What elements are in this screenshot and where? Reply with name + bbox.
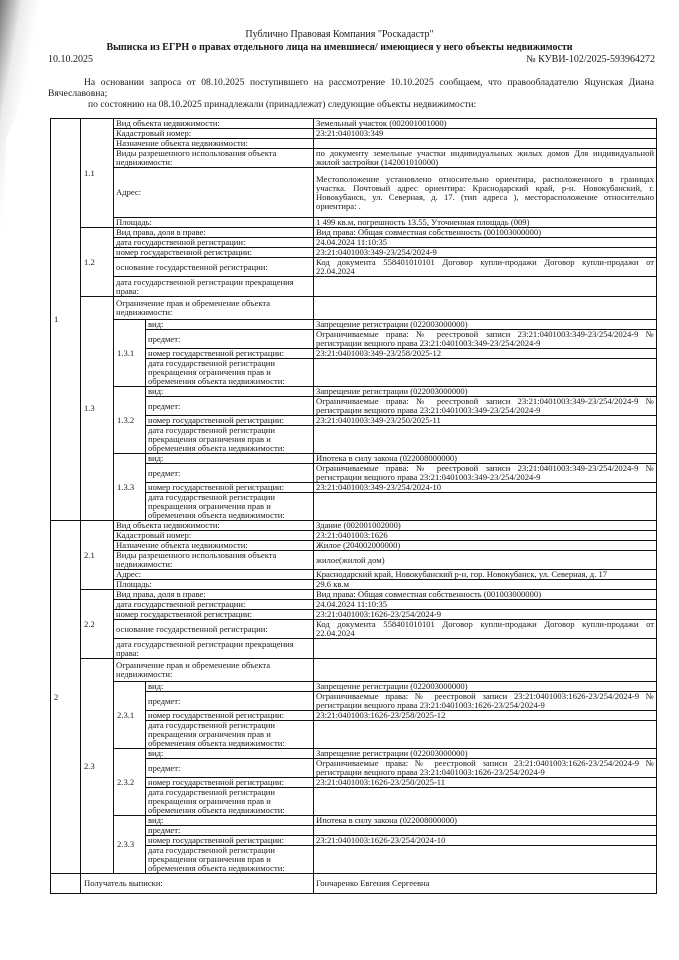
field-label: дата государственной регистрации:	[114, 600, 314, 610]
restriction-number: 2.3.1	[114, 682, 146, 749]
field-label: вид:	[146, 682, 314, 692]
field-label: дата государственной регистрации прекращения ограничения прав и обременения объекта недвижимости:	[146, 426, 314, 454]
section-number: 2.3	[81, 659, 114, 874]
field-label: Ограничение прав и обременение объекта недвижимости:	[114, 297, 314, 320]
field-label: дата государственной регистрации прекращения ограничения прав и обременения объекта недвижимости:	[146, 788, 314, 816]
intro-paragraph: На основании запроса от 08.10.2025 поступившего на рассмотрение 10.10.2025 сообщаем, что правообладателю Яцунская Диана Вячеславовна;	[48, 77, 654, 99]
field-value	[314, 359, 657, 387]
field-value	[314, 426, 657, 454]
field-value: 23:21:0401003:1626-23/254/2024-10	[314, 836, 657, 846]
section-number: 2.2	[81, 590, 114, 659]
field-value: Запрещение регистрации (022003000000)	[314, 749, 657, 759]
field-value	[314, 659, 657, 682]
field-label: Вид права, доля в праве:	[114, 228, 314, 238]
field-value: 23:21:0401003:1626	[314, 531, 657, 541]
table-row	[51, 238, 657, 248]
section-number: 1.1	[81, 119, 114, 228]
field-value	[314, 788, 657, 816]
empty-cell	[51, 874, 81, 894]
field-value: по документу земельные участки индивидуальных жилых домов Для индивидуальной жилой застройки (142001010000)	[314, 149, 657, 168]
table-row	[51, 228, 657, 238]
table-row	[51, 521, 657, 531]
field-value: Ограничиваемые права: № реестровой записи 23:21:0401003:349-23/254/2024-9 № регистрации вещного права 23:21:0401003:349-23/254/2024-9	[314, 330, 657, 349]
field-label: основание государственной регистрации:	[114, 258, 314, 277]
field-value: Код документа 558401010101 Договор купли-продажи Договор купли-продажи от 22.04.2024	[314, 258, 657, 277]
field-value: Запрещение регистрации (022003000000)	[314, 320, 657, 330]
field-label: Площадь:	[114, 580, 314, 590]
field-label: Назначение объекта недвижимости:	[114, 139, 314, 149]
object-number: 2	[51, 521, 81, 874]
field-value: 23:21:0401003:1626-23/258/2025-12	[314, 711, 657, 721]
table-row	[51, 659, 657, 682]
field-value: Местоположение установлено относительно ориентира, расположенного в границах участка. Почтовый адрес ориентира: Краснодарский край, р-н. Новокубанский, г. Новокубанск, ул. Северная, д. 17. (тип адреса ), месторасположение относительно ориентира: .	[314, 168, 657, 218]
field-value: 23:21:0401003:1626-23/250/2025-11	[314, 778, 657, 788]
field-label: предмет:	[146, 464, 314, 483]
field-label: дата государственной регистрации прекращения ограничения прав и обременения объекта недвижимости:	[146, 846, 314, 874]
field-label: дата государственной регистрации прекращения права:	[114, 639, 314, 659]
field-value: Ограничиваемые права: № реестровой записи 23:21:0401003:349-23/254/2024-9 № регистрации вещного права 23:21:0401003:349-23/254/2024-9	[314, 397, 657, 416]
field-value: Запрещение регистрации (022003000000)	[314, 387, 657, 397]
field-value: Ограничиваемые права: № реестровой записи 23:21:0401003:1626-23/254/2024-9 № регистрации вещного права 23:21:0401003:1626-23/254/2024-9	[314, 759, 657, 778]
table-row	[51, 639, 657, 659]
field-value: Ипотека в силу закона (022008000000)	[314, 816, 657, 826]
field-value: Ограничиваемые права: № реестровой записи 23:21:0401003:349-23/254/2024-9 № регистрации вещного права 23:21:0401003:349-23/254/2024-9	[314, 464, 657, 483]
field-value: 23:21:0401003:349-23/254/2024-9	[314, 248, 657, 258]
restriction-number: 2.3.3	[114, 816, 146, 874]
table-row	[51, 320, 657, 330]
document-number: № КУВИ-102/2025-593964272	[526, 54, 655, 65]
table-row	[51, 297, 657, 320]
field-value: жилое(жилой дом)	[314, 551, 657, 570]
table-row	[51, 149, 657, 168]
table-row	[51, 551, 657, 570]
field-label: Площадь:	[114, 218, 314, 228]
field-label: вид:	[146, 454, 314, 464]
restriction-number: 1.3.1	[114, 320, 146, 387]
field-value: 23:21:0401003:349-23/254/2024-10	[314, 483, 657, 493]
table-row	[51, 600, 657, 610]
field-label: вид:	[146, 816, 314, 826]
table-row	[51, 682, 657, 692]
table-row	[51, 248, 657, 258]
restriction-number: 1.3.3	[114, 454, 146, 521]
field-label: предмет:	[146, 330, 314, 349]
table-row	[51, 387, 657, 397]
field-label: вид:	[146, 387, 314, 397]
field-value: Земельный участок (002001001000)	[314, 119, 657, 129]
company-name: Публично Правовая Компания "Роскадастр"	[245, 29, 434, 40]
field-label: предмет:	[146, 826, 314, 836]
table-row	[51, 277, 657, 297]
table-row	[51, 580, 657, 590]
field-label: Кадастровый номер:	[114, 129, 314, 139]
field-value: Краснодарский край, Новокубанский р-н, гор. Новокубанск, ул. Северная, д. 17	[314, 570, 657, 580]
field-value	[314, 826, 657, 836]
section-number: 1.3	[81, 297, 114, 521]
table-row	[51, 570, 657, 580]
field-value: 24.04.2024 11:10:35	[314, 600, 657, 610]
field-label: предмет:	[146, 692, 314, 711]
section-number: 2.1	[81, 521, 114, 590]
table-row	[51, 816, 657, 826]
field-value: 29.6 кв.м	[314, 580, 657, 590]
field-value	[314, 493, 657, 521]
table-row	[51, 749, 657, 759]
field-value	[314, 639, 657, 659]
field-value: Вид права: Общая совместная собственность (001003000000)	[314, 590, 657, 600]
table-row	[51, 119, 657, 129]
field-value: 23:21:0401003:1626-23/254/2024-9	[314, 610, 657, 620]
restriction-number: 1.3.2	[114, 387, 146, 454]
field-label: предмет:	[146, 397, 314, 416]
restriction-number: 2.3.2	[114, 749, 146, 816]
field-value: Здание (002001002000)	[314, 521, 657, 531]
table-row	[51, 258, 657, 277]
field-label: номер государственной регистрации:	[146, 349, 314, 359]
recipient-label: Получатель выписки:	[81, 874, 314, 894]
field-value	[314, 277, 657, 297]
field-label: номер государственной регистрации:	[146, 483, 314, 493]
field-label: Виды разрешенного использования объекта недвижимости:	[114, 149, 314, 168]
field-label: вид:	[146, 320, 314, 330]
field-label: дата государственной регистрации прекращения права:	[114, 277, 314, 297]
field-value: 1 499 кв.м, погрешность 13.55, Уточненная площадь (009)	[314, 218, 657, 228]
table-row	[51, 129, 657, 139]
field-label: номер государственной регистрации:	[114, 610, 314, 620]
table-row	[51, 610, 657, 620]
field-label: номер государственной регистрации:	[146, 778, 314, 788]
field-value: 24.04.2024 11:10:35	[314, 238, 657, 248]
field-label: основание государственной регистрации:	[114, 620, 314, 639]
table-row	[51, 218, 657, 228]
recipient-row	[51, 874, 657, 894]
field-label: Вид права, доля в праве:	[114, 590, 314, 600]
field-label: номер государственной регистрации:	[114, 248, 314, 258]
field-value	[314, 297, 657, 320]
section-number: 1.2	[81, 228, 114, 297]
field-value: Вид права: Общая совместная собственность (001003000000)	[314, 228, 657, 238]
intro-paragraph-2: по состоянию на 08.10.2025 принадлежали (принадлежат) следующие объекты недвижимости:	[88, 99, 477, 110]
field-label: Назначение объекта недвижимости:	[114, 541, 314, 551]
field-label: Вид объекта недвижимости:	[114, 521, 314, 531]
field-label: Ограничение прав и обременение объекта недвижимости:	[114, 659, 314, 682]
field-label: номер государственной регистрации:	[146, 711, 314, 721]
property-table	[50, 118, 657, 894]
table-row	[51, 168, 657, 218]
field-value: Код документа 558401010101 Договор купли-продажи Договор купли-продажи от 22.04.2024	[314, 620, 657, 639]
table-row	[51, 541, 657, 551]
table-row	[51, 531, 657, 541]
field-label: дата государственной регистрации прекращения ограничения прав и обременения объекта недвижимости:	[146, 359, 314, 387]
field-value: Ограничиваемые права: № реестровой записи 23:21:0401003:1626-23/254/2024-9 № регистрации вещного права 23:21:0401003:1626-23/254/2024-9	[314, 692, 657, 711]
field-label: Вид объекта недвижимости:	[114, 119, 314, 129]
table-row	[51, 590, 657, 600]
field-label: Адрес:	[114, 570, 314, 580]
field-label: Адрес:	[114, 168, 314, 218]
field-label: дата государственной регистрации:	[114, 238, 314, 248]
field-value: 23:21:0401003:349-23/258/2025-12	[314, 349, 657, 359]
field-value	[314, 846, 657, 874]
table-row	[51, 139, 657, 149]
field-label: дата государственной регистрации прекращения ограничения прав и обременения объекта недвижимости:	[146, 721, 314, 749]
field-value	[314, 139, 657, 149]
field-label: вид:	[146, 749, 314, 759]
field-value	[314, 721, 657, 749]
field-label: номер государственной регистрации:	[146, 836, 314, 846]
field-label: дата государственной регистрации прекращения ограничения прав и обременения объекта недвижимости:	[146, 493, 314, 521]
field-label: Виды разрешенного использования объекта недвижимости:	[114, 551, 314, 570]
field-value: Жилое (204002000000)	[314, 541, 657, 551]
table-row	[51, 620, 657, 639]
table-row	[51, 454, 657, 464]
field-label: Кадастровый номер:	[114, 531, 314, 541]
field-label: номер государственной регистрации:	[146, 416, 314, 426]
field-value: Ипотека в силу закона (022008000000)	[314, 454, 657, 464]
recipient-value: Гончаренко Евгения Сергеевна	[314, 874, 657, 894]
field-value: 23:21:0401003:349-23/250/2025-11	[314, 416, 657, 426]
document-title: Выписка из ЕГРН о правах отдельного лица на имевшиеся/ имеющиеся у него объекты недвижимости	[106, 42, 573, 53]
field-value: 23:21:0401003:349	[314, 129, 657, 139]
field-value: Запрещение регистрации (022003000000)	[314, 682, 657, 692]
field-label: предмет:	[146, 759, 314, 778]
document-date: 10.10.2025	[48, 54, 93, 65]
object-number: 1	[51, 119, 81, 521]
